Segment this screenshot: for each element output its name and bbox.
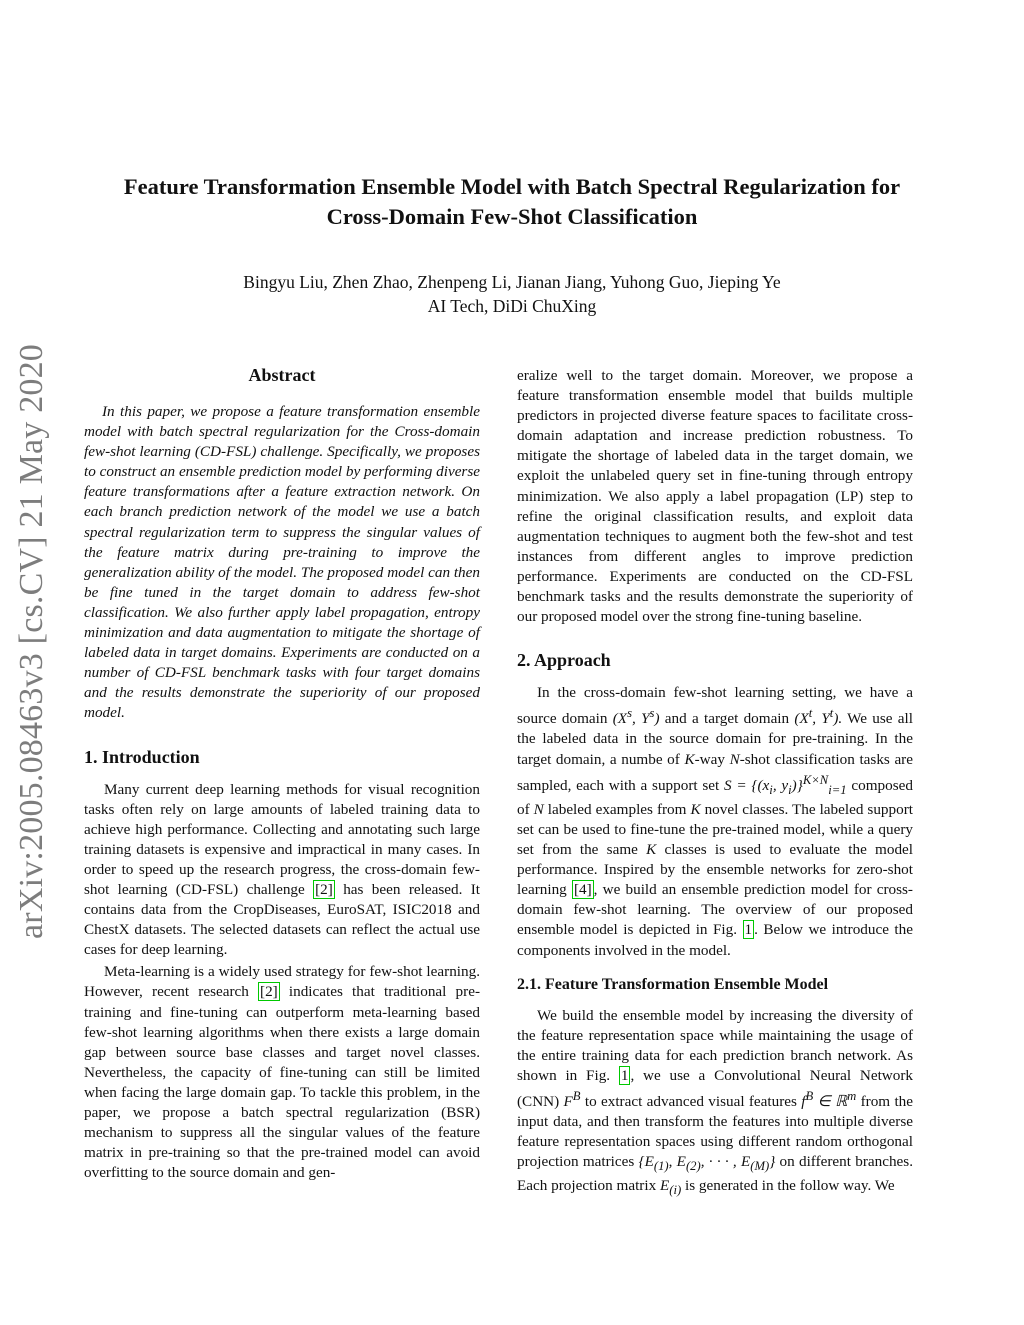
math-part: ).	[833, 710, 843, 728]
math-part: {E	[638, 1153, 654, 1171]
text-run: indicates that traditional pre-training and fine-tuning can outperform meta-learning based few-shot learning algorithms when there exists a large domain gap between source base classes and target novel classes. Nevertheless, the capacity of fine-tuning can still be limited when facing the large domain gap. To tackle this problem, in the paper, we propose a batch spectral regularization (BSR) mechanism to suppress all the singular values of the feature matrix in pre-training so that the pre-trained model can avoid overfitting to the source domain and gen-	[84, 983, 480, 1182]
math-sup: s	[627, 706, 633, 721]
text-run: We use all the labeled data in the source domain for pre-training. In the target domain, a numbe of	[517, 710, 913, 768]
math	[724, 772, 847, 797]
abstract-text: In this paper, we propose a feature transformation ensemble model with batch spectral regularization for the Cross-domain few-shot learning (CD-FSL) challenge. Specifically, we proposes to construct an ensemble prediction model by performing diverse feature transformations after a feature extraction network. On each branch prediction network of the model we use a batch spectral regularization term to suppress the singular values of the feature matrix during pre-training to improve the generalization ability of the model. The proposed model can then be fine tuned in the target domain to address few-shot classification. We also further apply label propagation, entropy minimization and data augmentation to mitigate the shortage of labeled data in target domains. Experiments are conducted on a number of CD-FSL benchmark tasks with four target domains and the results demonstrate the superiority of our proposed model.	[84, 403, 480, 722]
math-part: }	[769, 1153, 776, 1171]
math-N: N	[533, 800, 544, 818]
math-part: )	[654, 710, 660, 728]
math-sub: (M)	[750, 1159, 770, 1174]
math-sup: s	[649, 706, 655, 721]
math-N: N	[729, 750, 740, 768]
text-run: from the input data, and then transform the features into multiple diverse feature representation spaces using different random orthogonal projection matrices	[517, 1093, 913, 1171]
math-K: K	[690, 800, 701, 818]
math-part: f	[801, 1093, 806, 1111]
text-run: is generated in the follow way. We	[681, 1177, 895, 1195]
author-block	[60, 270, 964, 318]
text-run: composed of	[517, 776, 913, 818]
math-sup: K×N	[802, 772, 829, 787]
math-sup: t	[808, 706, 813, 721]
math-sup: t	[829, 706, 834, 721]
math	[612, 706, 660, 728]
math-part: , · · · , E	[700, 1153, 751, 1171]
text-run: , we build an ensemble prediction model for cross-domain few-shot learning. The overview of our proposed ensemble model is depicted in Fig.	[517, 881, 913, 939]
math	[659, 1177, 682, 1198]
text-run: In the cross-domain few-shot learning setting, we have a source domain	[517, 684, 913, 728]
approach-paragraph-2	[517, 1006, 913, 1201]
section-heading-approach: 2. Approach	[517, 650, 611, 671]
right-column	[517, 366, 913, 1201]
math-part: (X	[612, 710, 628, 728]
math-part: , E	[668, 1153, 686, 1171]
math-part: , y	[772, 776, 789, 794]
math-sub: (2)	[685, 1159, 701, 1174]
affiliation: AI Tech, DiDi ChuXing	[427, 296, 597, 316]
text-run: and a target domain	[659, 710, 795, 728]
math	[801, 1088, 857, 1111]
math-sub: (1)	[653, 1159, 669, 1174]
citation-link[interactable]: [2]	[315, 880, 333, 898]
title-line-1: Feature Transformation Ensemble Model with Batch Spectral Regularization for	[123, 174, 901, 199]
left-column	[84, 364, 480, 1183]
text-run: , we use a Convolutional Neural Network (CNN)	[517, 1066, 914, 1111]
math	[638, 1153, 776, 1174]
math-sub: i	[788, 782, 792, 797]
math-part: ∈ ℝ	[813, 1093, 848, 1111]
math-sub: i	[769, 782, 773, 797]
text-run: on different branches. Each projection matrix	[517, 1153, 913, 1195]
title-line-2: Cross-Domain Few-Shot Classification	[326, 204, 698, 229]
authors: Bingyu Liu, Zhen Zhao, Zhenpeng Li, Jianan Jiang, Yuhong Guo, Jieping Ye	[243, 272, 781, 292]
citation-link[interactable]: [4]	[573, 881, 592, 899]
math-part: )}	[791, 776, 803, 794]
text-run: classes is used to evaluate the model performance. Inspired by the ensemble networks for zero-shot learning	[517, 841, 914, 899]
math-part: , Y	[812, 710, 830, 728]
citation-link[interactable]: [2]	[260, 983, 278, 1001]
math-sup: m	[847, 1088, 857, 1103]
math-sub: (i)	[669, 1183, 682, 1198]
text-run: labeled examples from	[543, 800, 691, 818]
approach-paragraph-1	[517, 683, 913, 960]
text-run: -way	[694, 750, 730, 768]
text-run: Many current deep learning methods for visual recognition tasks often rely on large amounts of labeled training data to achieve high performance. Collecting and annotating such large training datasets is expensive and impractical in many cases. In order to speed up the research progress, the cross-domain few-shot learning (CD-FSL) challenge	[84, 780, 480, 898]
math	[563, 1088, 581, 1111]
math-sub: i=1	[828, 782, 847, 797]
section-heading-introduction: 1. Introduction	[84, 746, 200, 767]
intro-paragraph-1	[84, 780, 480, 961]
math-part: E	[659, 1177, 670, 1195]
intro-paragraph-3: eralize well to the target domain. Moreover, we propose a feature transformation ensemble model that builds multiple predictors in projected diverse feature spaces to facilitate cross-domain adaptation and increase prediction robustness. To mitigate the shortage of labeled data in the target domain, we exploit the unlabeled query set in fine-tuning through entropy minimization. We also apply a label propagation (LP) step to refine the original classification results, and exploit data augmentation techniques to augment both the few-shot and test instances from different angles to improve prediction performance. Experiments are conducted on the CD-FSL benchmark tasks and the results demonstrate the superiority of our proposed model over the strong fine-tuning baseline.	[517, 367, 913, 626]
text-run: . Below we introduce the components involved in the model.	[517, 921, 913, 959]
figure-link[interactable]: 1	[620, 1066, 629, 1084]
figure-link[interactable]: 1	[744, 921, 753, 939]
math-part: S	[724, 776, 732, 794]
text-run: -shot classification tasks are sampled, each with a support set	[517, 750, 913, 794]
text-run: to extract advanced visual features	[580, 1093, 802, 1111]
math-sup: B	[805, 1088, 814, 1103]
text-run: Meta-learning is a widely used strategy for few-shot learning. However, recent research	[84, 963, 480, 1001]
math-part: , Y	[632, 710, 650, 728]
arxiv-identifier: arXiv:2005.08463v3 [cs.CV] 21 May 2020	[13, 344, 50, 939]
math-sup: B	[572, 1088, 581, 1103]
math-part: (X	[794, 710, 809, 728]
intro-paragraph-2	[84, 962, 480, 1183]
text-run: We build the ensemble model by increasing the diversity of the feature representation space while maintaining the usage of the entire training data for each prediction branch network. As shown in Fig.	[517, 1006, 913, 1084]
math	[794, 706, 843, 728]
subsection-heading: 2.1. Feature Transformation Ensemble Model	[517, 975, 829, 993]
text-run: novel classes. The labeled support set can be used to fine-tune the pre-trained model, while a query set from the same	[517, 800, 913, 859]
math-part: F	[563, 1093, 573, 1111]
abstract-heading: Abstract	[248, 365, 316, 385]
math-part: = {(x	[731, 776, 770, 794]
paper-title	[60, 172, 964, 232]
math-K: K	[646, 841, 657, 859]
math-K: K	[684, 750, 695, 768]
text-run: has been released. It contains data from the CropDiseases, EuroSAT, ISIC2018 and ChestX datasets. The selected datasets can reflect the actual use cases for deep learning.	[84, 880, 480, 959]
